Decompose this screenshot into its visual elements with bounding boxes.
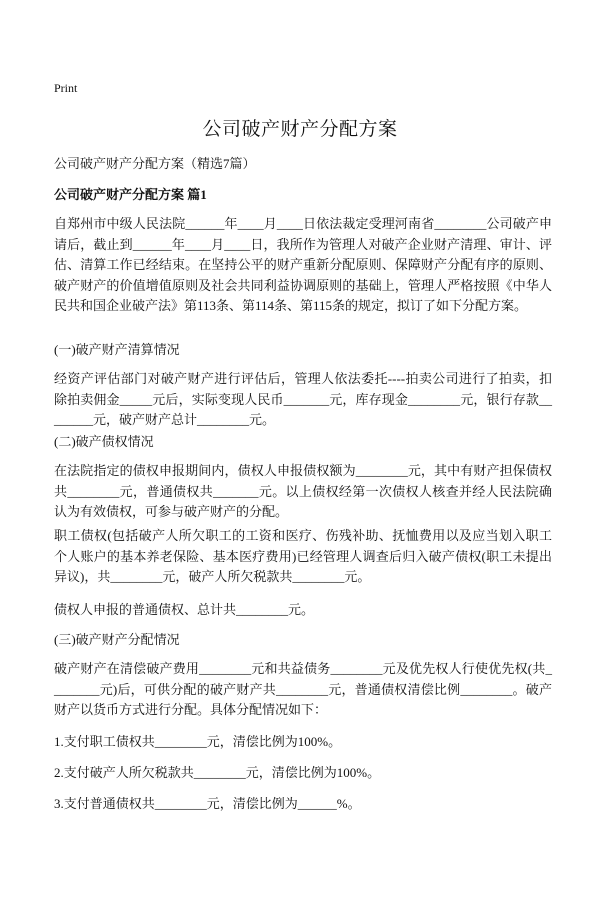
subheading-claims: (二)破产债权情况 [54,434,154,449]
subheading-asset-liquidation: (一)破产财产清算情况 [54,342,180,357]
claims-paragraph: 在法院指定的债权申报期间内，债权人申报债权额为________元，其中有财产担保债权共________元，普通债权共_______元。以上债权经第一次债权人核查并经人民法院确认为有效债权，可参与破产财产的分配。 [54,463,552,519]
employee-claims-paragraph: 职工债权(包括破产人所欠职工的工资和医疗、伤残补助、抚恤费用以及应当划入职工个人账户的基本养老保险、基本医疗费用)已经管理人调查后归入破产债权(职工未提出异议)，共________元，破产人所欠税款共________元。 [54,528,552,584]
document-subtitle: 公司破产财产分配方案（精选7篇） [54,156,256,171]
subheading-distribution: (三)破产财产分配情况 [54,632,180,647]
print-label: Print [54,81,78,95]
section-heading: 公司破产财产分配方案 篇1 [54,187,207,202]
distribution-item-2: 2.支付破产人所欠税款共________元，清偿比例为100%。 [54,765,381,780]
general-claims-total: 债权人申报的普通债权、总计共________元。 [54,602,315,617]
distribution-item-3: 3.支付普通债权共________元，清偿比例为______%。 [54,796,361,811]
distribution-item-1: 1.支付职工债权共________元，清偿比例为100%。 [54,734,342,749]
document-title: 公司破产财产分配方案 [202,119,398,140]
intro-paragraph: 自郑州市中级人民法院______年____月____日依法裁定受理河南省________公司破产申请后，截止到______年____月____日，我所作为管理人对破产企业财产清理、审计、评估、清算工作已经结束。在坚持公平的财产重新分配原则、保障财产分配有序的原则、破产财产的价值增值原则及社会共同利益协调原则的基础上，管理人严格按照《中华人民共和国企业破产法》第113条、第114条、第115条的规定，拟订了如下分配方案。 [54,216,552,313]
distribution-paragraph: 破产财产在清偿破产费用________元和共益债务________元及优先权人行使优先权(共________元)后，可供分配的破产财产共________元，普通债权清偿比例________。破产财产以货币方式进行分配。具体分配情况如下： [54,661,552,717]
asset-liquidation-paragraph: 经资产评估部门对破产财产进行评估后，管理人依法委托----拍卖公司进行了拍卖，扣除拍卖佣金_____元后，实际变现人民币_______元，库存现金________元，银行存款________元，破产财产总计________元。 [54,371,552,427]
